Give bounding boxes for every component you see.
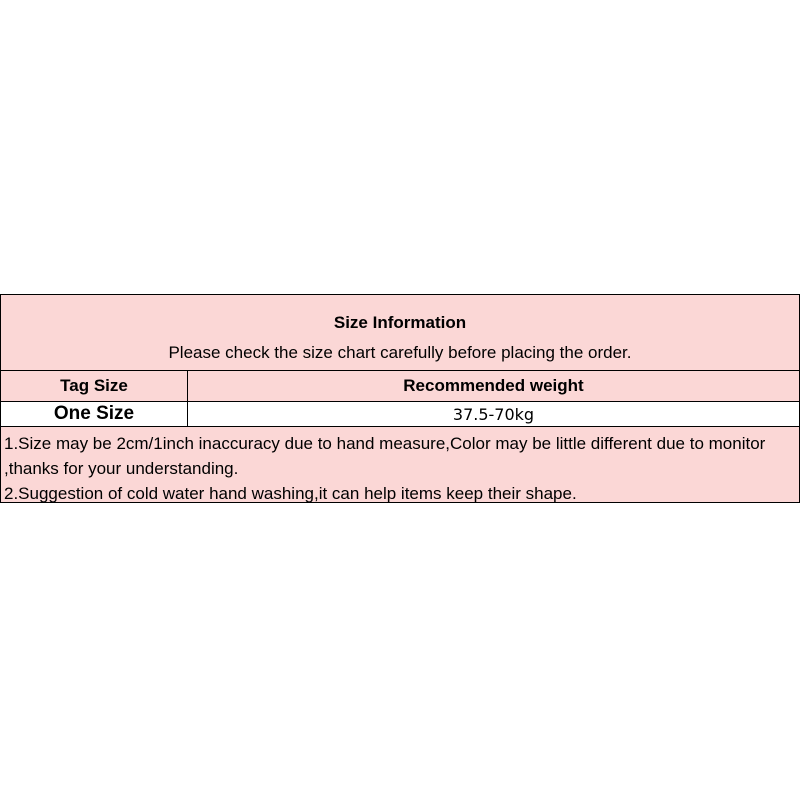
column-header-row bbox=[1, 371, 799, 402]
column-header-recommended-weight: Recommended weight bbox=[403, 376, 584, 395]
size-notes bbox=[1, 427, 799, 502]
table-row bbox=[1, 402, 799, 427]
size-chart-table bbox=[0, 294, 800, 503]
note-item: 1.Size may be 2cm/1inch inaccuracy due to hand measure,Color may be little different due to monitor ,thanks for your understanding. bbox=[4, 434, 766, 478]
size-chart-header bbox=[1, 295, 799, 371]
size-chart-subtitle: Please check the size chart carefully before placing the order. bbox=[168, 343, 632, 362]
recommended-weight-value: 37.5-70kg bbox=[452, 404, 535, 424]
tag-size-value: One Size bbox=[1, 402, 188, 426]
note-item: 2.Suggestion of cold water hand washing,it can help items keep their shape. bbox=[4, 484, 577, 503]
column-header-tag-size: Tag Size bbox=[1, 371, 188, 401]
size-chart-title: Size Information bbox=[333, 313, 467, 332]
